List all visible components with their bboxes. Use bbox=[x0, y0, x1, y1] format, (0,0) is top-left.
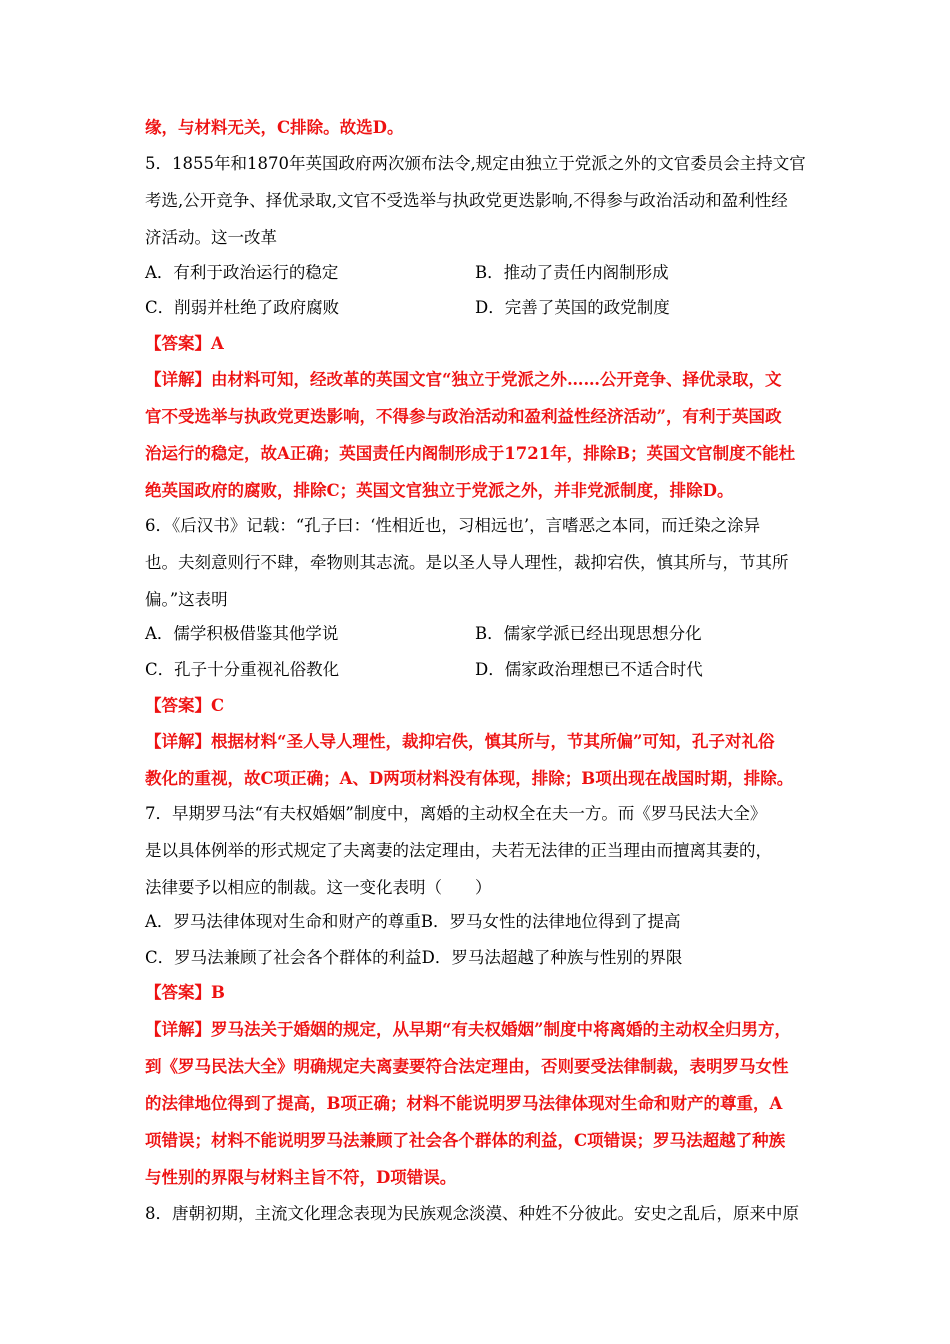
question-7-explanation-line: 项错误；材料不能说明罗马法兼顾了社会各个群体的利益，C项错误；罗马法超越了种族 bbox=[145, 1131, 786, 1150]
question-5-explanation-line: 绝英国政府的腐败，排除C；英国文官独立于党派之外，并非党派制度，排除D。 bbox=[145, 481, 734, 500]
question-7-option-c: C．罗马法兼顾了社会各个群体的利益 bbox=[145, 948, 422, 967]
question-6-explanation-line: 教化的重视，故C项正确；A、D两项材料没有体现，排除；B项出现在战国时期，排除。 bbox=[145, 769, 794, 788]
question-5-option-a: A．有利于政治运行的稳定 bbox=[145, 263, 339, 282]
question-5-stem-line: 5．1855年和1870年英国政府两次颁布法令,规定由独立于党派之外的文官委员会主持文官 bbox=[145, 154, 806, 173]
question-7-stem-line: 是以具体例举的形式规定了夫离妻的法定理由，夫若无法律的正当理由而擅离其妻的， bbox=[145, 841, 772, 860]
question-6-option-b: B．儒家学派已经出现思想分化 bbox=[475, 624, 702, 643]
question-5-stem-line: 济活动。这一改革 bbox=[145, 228, 277, 247]
question-6-answer: 【答案】C bbox=[145, 696, 225, 715]
question-6-stem-line: 6．《后汉书》记载：“孔子曰：‘性相近也，习相远也’，言嗜恶之本同，而迁染之涂异 bbox=[145, 516, 761, 535]
question-7-option-a: A．罗马法律体现对生命和财产的尊重 bbox=[145, 912, 421, 931]
question-5-explanation-line: 【详解】由材料可知，经改革的英国文官“独立于党派之外……公开竞争、择优录取，文 bbox=[145, 370, 782, 389]
question-6-option-a: A．儒学积极借鉴其他学说 bbox=[145, 624, 339, 643]
question-7-stem-line: 7．早期罗马法“有夫权婚姻”制度中，离婚的主动权全在夫一方。而《罗马民法大全》 bbox=[145, 804, 767, 823]
question-6-stem-line: 也。夫刻意则行不肆，牵物则其志流。是以圣人导人理性，裁抑宕佚，慎其所与，节其所 bbox=[145, 553, 789, 572]
question-5-answer: 【答案】A bbox=[145, 334, 224, 353]
question-8-stem-line: 8．唐朝初期，主流文化理念表现为民族观念淡漠、种姓不分彼此。安史之乱后，原来中原 bbox=[145, 1204, 799, 1223]
question-7-options-row-2 bbox=[145, 946, 682, 970]
question-5-explanation-line: 官不受选举与执政党更迭影响，不得参与政治活动和盈利益性经济活动”，有利于英国政 bbox=[145, 407, 782, 426]
question-7-options-row-1 bbox=[145, 910, 681, 934]
question-6-option-d: D．儒家政治理想已不适合时代 bbox=[475, 660, 703, 679]
question-5-option-c: C．削弱并杜绝了政府腐败 bbox=[145, 298, 340, 317]
question-7-option-d: D．罗马法超越了种族与性别的界限 bbox=[421, 948, 683, 967]
question-7-stem-line: 法律要予以相应的制裁。这一变化表明（ ） bbox=[145, 878, 492, 897]
question-6-stem-line: 偏。”这表明 bbox=[145, 590, 228, 609]
question-5-explanation-line: 治运行的稳定，故A正确；英国责任内阁制形成于1721年，排除B；英国文官制度不能杜 bbox=[145, 444, 796, 463]
question-6-option-c: C．孔子十分重视礼俗教化 bbox=[145, 660, 340, 679]
question-5-option-d: D．完善了英国的政党制度 bbox=[475, 298, 670, 317]
question-7-option-b: B．罗马女性的法律地位得到了提高 bbox=[420, 912, 681, 931]
question-7-explanation-line: 【详解】罗马法关于婚姻的规定，从早期“有夫权婚姻”制度中将离婚的主动权全归男方， bbox=[145, 1020, 791, 1039]
question-5-stem-line: 考选,公开竞争、择优录取,文官不受选举与执政党更迭影响,不得参与政治活动和盈利性经 bbox=[145, 191, 788, 210]
question-7-explanation-line: 与性别的界限与材料主旨不符，D项错误。 bbox=[145, 1168, 457, 1187]
question-6-explanation-line: 【详解】根据材料“圣人导人理性，裁抑宕佚，慎其所与，节其所偏”可知，孔子对礼俗 bbox=[145, 732, 775, 751]
question-7-explanation-line: 到《罗马民法大全》明确规定夫离妻要符合法定理由，否则要受法律制裁，表明罗马女性 bbox=[145, 1057, 789, 1076]
previous-explanation-end: 缘，与材料无关，C排除。故选D。 bbox=[145, 118, 404, 137]
question-5-option-b: B．推动了责任内阁制形成 bbox=[475, 263, 669, 282]
question-7-answer: 【答案】B bbox=[145, 983, 225, 1002]
question-7-explanation-line: 的法律地位得到了提高，B项正确；材料不能说明罗马法律体现对生命和财产的尊重，A bbox=[145, 1094, 783, 1113]
